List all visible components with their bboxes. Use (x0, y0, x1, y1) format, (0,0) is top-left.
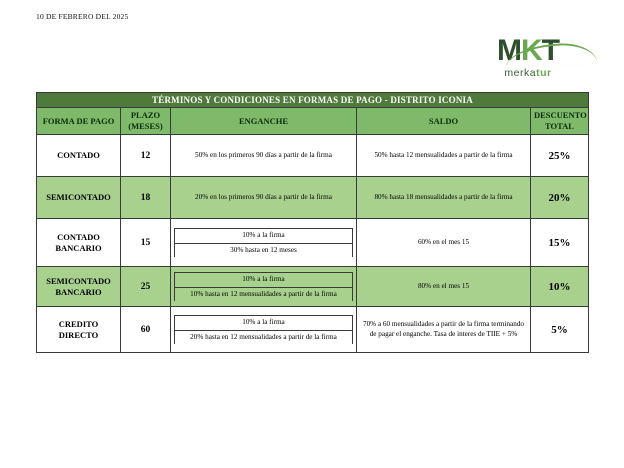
cell-descuento: 15% (531, 219, 589, 267)
logo-letter-t: T (541, 34, 559, 67)
cell-enganche (171, 219, 357, 267)
logo-wordmark (497, 36, 559, 66)
document-date: 10 DE FEBRERO DEL 2025 (36, 12, 129, 21)
enganche-line: 20% hasta en 12 mensualidades a partir de la firma (175, 330, 353, 344)
column-header-saldo: SALDO (357, 108, 531, 135)
column-header-plazo: PLAZO (MESES) (121, 108, 171, 135)
enganche-subtable (174, 315, 353, 344)
logo-letter-k: K (521, 34, 542, 67)
merkatur-logo (474, 36, 582, 80)
table-row (37, 135, 589, 177)
enganche-line: 30% hasta en 12 meses (175, 243, 353, 257)
cell-saldo: 50% hasta 12 mensualidades a partir de la firma (357, 135, 531, 177)
table-row (37, 219, 589, 267)
logo-subtext (474, 67, 582, 79)
enganche-line: 10% a la firma (175, 229, 353, 244)
cell-plazo: 15 (121, 219, 171, 267)
cell-plazo: 60 (121, 307, 171, 353)
cell-forma-pago: CONTADO (37, 135, 121, 177)
cell-enganche: 20% en los primeros 90 días a partir de la firma (171, 177, 357, 219)
cell-saldo: 80% hasta 18 mensualidades a partir de la firma (357, 177, 531, 219)
cell-forma-pago: CONTADO BANCARIO (37, 219, 121, 267)
table-title-row (37, 93, 589, 108)
enganche-line: 10% hasta en 12 mensualidades a partir de la firma (175, 287, 353, 301)
cell-plazo: 25 (121, 267, 171, 307)
table-header-row (37, 108, 589, 135)
cell-saldo: 70% a 60 mensualidades a partir de la firma terminando de pagar el enganche. Tasa de interes de TIIE + 5% (357, 307, 531, 353)
cell-forma-pago: SEMICONTADO BANCARIO (37, 267, 121, 307)
enganche-line: 10% a la firma (175, 273, 353, 288)
cell-forma-pago: SEMICONTADO (37, 177, 121, 219)
logo-subtext-merka: merka (504, 67, 537, 79)
logo-letter-m: M (497, 34, 521, 67)
column-header-forma-pago: FORMA DE PAGO (37, 108, 121, 135)
cell-descuento: 20% (531, 177, 589, 219)
table-row (37, 267, 589, 307)
enganche-subtable (174, 228, 353, 257)
cell-descuento: 25% (531, 135, 589, 177)
cell-descuento: 10% (531, 267, 589, 307)
cell-descuento: 5% (531, 307, 589, 353)
terms-and-conditions-table (36, 92, 589, 353)
cell-enganche: 50% en los primeros 90 días a partir de la firma (171, 135, 357, 177)
table-row (37, 177, 589, 219)
table-row (37, 307, 589, 353)
cell-plazo: 18 (121, 177, 171, 219)
enganche-subtable (174, 272, 353, 301)
logo-subtext-tur: tur (536, 67, 552, 79)
cell-enganche (171, 307, 357, 353)
cell-enganche (171, 267, 357, 307)
cell-plazo: 12 (121, 135, 171, 177)
cell-saldo: 60% en el mes 15 (357, 219, 531, 267)
table-title: TÉRMINOS Y CONDICIONES EN FORMAS DE PAGO - DISTRITO ICONIA (37, 93, 589, 108)
enganche-line: 10% a la firma (175, 316, 353, 331)
column-header-descuento: DESCUENTO TOTAL (531, 108, 589, 135)
cell-forma-pago: CREDITO DIRECTO (37, 307, 121, 353)
cell-saldo: 80% en el mes 15 (357, 267, 531, 307)
column-header-enganche: ENGANCHE (171, 108, 357, 135)
